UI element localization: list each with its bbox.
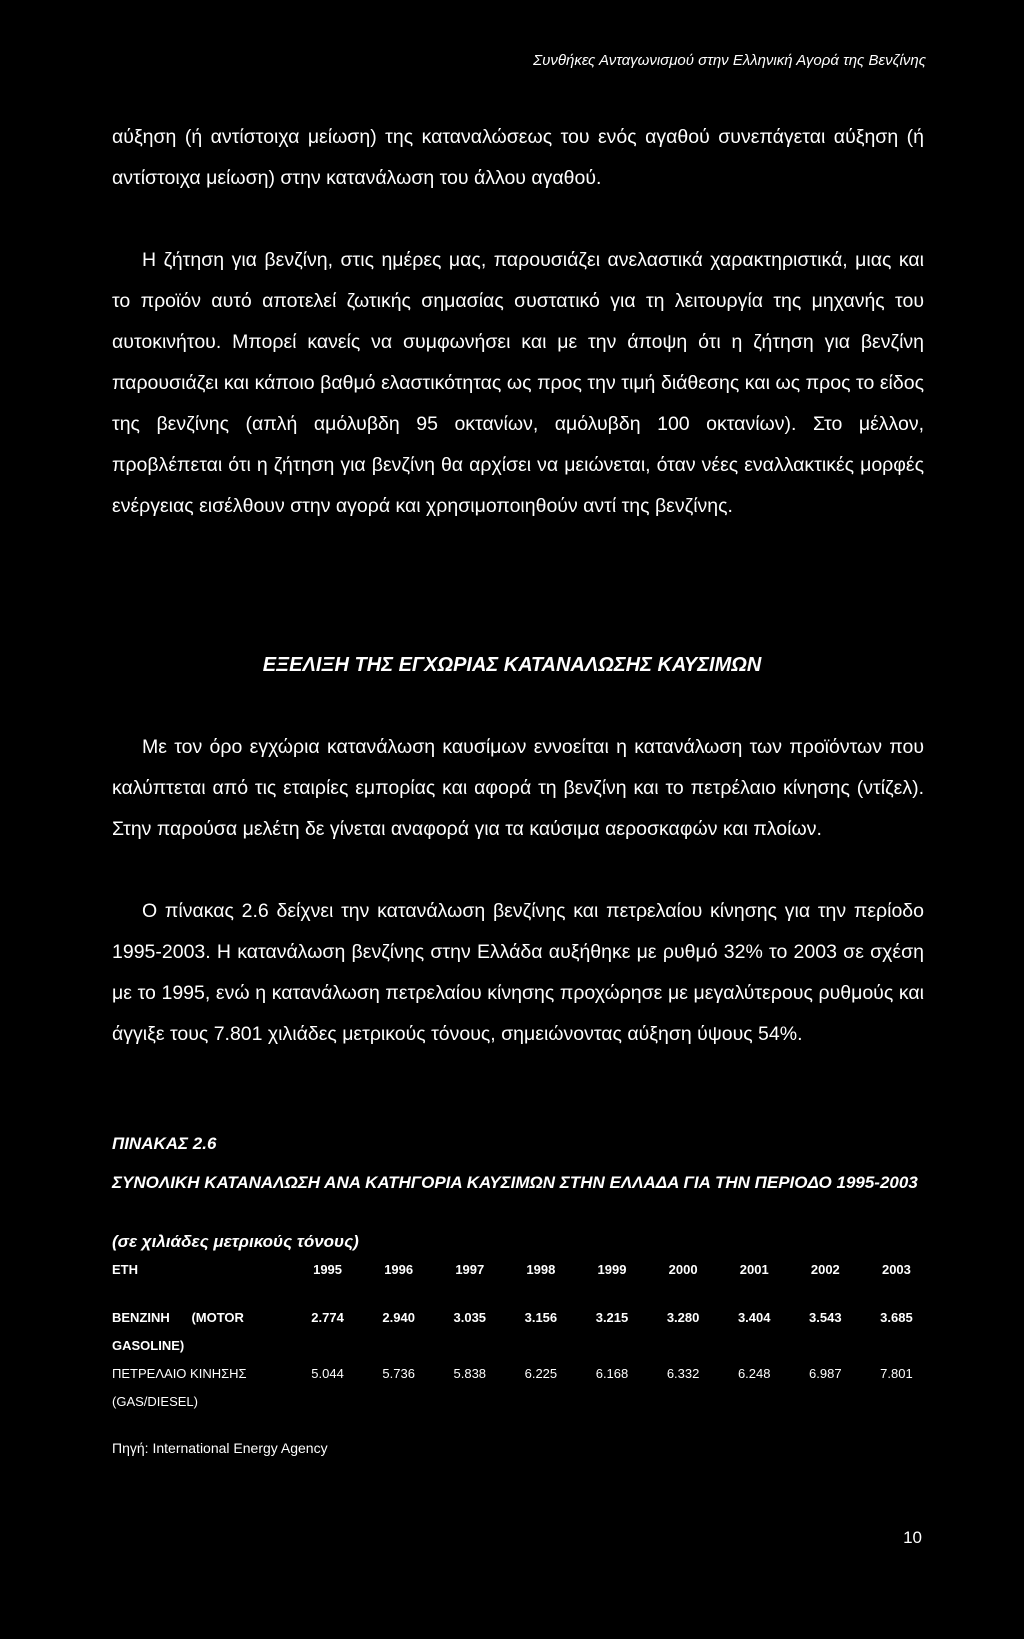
paragraph-4: Ο πίνακας 2.6 δείχνει την κατανάλωση βενζίνης και πετρελαίου κίνησης για την περίοδο 1995-2003. Η κατανάλωση βενζίνης στην Ελλάδα αυξήθηκε με ρυθμό 32% το 2003 σε σχέση με το 1995, ενώ η κατανάλωση πετρελαίου κίνησης προχώρησε με μεγαλύτερους ρυθμούς και άγγιξε τους 7.801 χιλιάδες μετρικούς τόνους, σημειώνοντας αύξηση ύψους 54%. [112, 900, 924, 1045]
row-label-line: ΒΕΝΖΙΝΗ (MOTOR [112, 1310, 244, 1325]
paragraph-1: αύξηση (ή αντίστοιχα μείωση) της καταναλώσεως του ενός αγαθού συνεπάγεται αύξηση (ή αντίστοιχα μείωση) στην κατανάλωση του άλλου αγαθού. [112, 126, 924, 189]
row-label-line: ΠΕΤΡΕΛΑΙΟ ΚΙΝΗΣΗΣ [112, 1366, 247, 1381]
table-header-row [112, 1262, 932, 1304]
year-cell: 2003 [881, 1262, 911, 1277]
year-cell: 2002 [810, 1262, 840, 1277]
row-label [112, 1304, 292, 1360]
table-header-label: ΕΤΗ [112, 1262, 138, 1277]
row-label-line: (GAS/DIESEL) [112, 1394, 198, 1409]
table-title: ΣΥΝΟΛΙΚΗ ΚΑΤΑΝΑΛΩΣΗ ΑΝΑ ΚΑΤΗΓΟΡΙΑ ΚΑΥΣΙΜΩΝ ΣΤΗΝ ΕΛΛΑΔΑ ΓΙΑ ΤΗΝ ΠΕΡΙΟΔΟ 1995-2003 [112, 1173, 918, 1192]
year-cell: 1999 [597, 1262, 627, 1277]
value-cell: 3.215 [595, 1310, 629, 1325]
value-cell: 6.248 [737, 1366, 771, 1381]
table-label: ΠΙΝΑΚΑΣ 2.6 [112, 1134, 217, 1153]
year-cell: 1997 [455, 1262, 485, 1277]
row-label [112, 1360, 292, 1416]
section-heading: ΕΞΕΛΙΞΗ ΤΗΣ ΕΓΧΩΡΙΑΣ ΚΑΤΑΝΑΛΩΣΗΣ ΚΑΥΣΙΜΩΝ [262, 654, 762, 676]
year-cell: 2001 [739, 1262, 769, 1277]
paragraph-3: Με τον όρο εγχώρια κατανάλωση καυσίμων εννοείται η κατανάλωση των προϊόντων που καλύπτεται από τις εταιρίες εμπορίας και αφορά τη βενζίνη και το πετρέλαιο κίνησης (ντίζελ). Στην παρούσα μελέτη δε γίνεται αναφορά για τα καύσιμα αεροσκαφών και πλοίων. [112, 736, 924, 840]
table-row-diesel [112, 1360, 932, 1416]
consumption-table [112, 1262, 932, 1416]
value-cell: 3.404 [737, 1310, 771, 1325]
value-cell: 2.940 [382, 1310, 415, 1325]
year-cell: 1995 [313, 1262, 343, 1277]
value-cell: 5.044 [311, 1366, 344, 1381]
value-cell: 6.225 [524, 1366, 558, 1381]
value-cell: 3.685 [880, 1310, 913, 1325]
value-cell: 3.035 [453, 1310, 487, 1325]
table-unit: (σε χιλιάδες μετρικούς τόνους) [112, 1232, 359, 1251]
value-cell: 5.736 [382, 1366, 415, 1381]
value-cell: 3.280 [666, 1310, 700, 1325]
year-cell: 1996 [384, 1262, 414, 1277]
value-cell: 7.801 [880, 1366, 913, 1381]
value-cell: 6.987 [809, 1366, 842, 1381]
year-cell: 1998 [526, 1262, 556, 1277]
value-cell: 5.838 [453, 1366, 487, 1381]
value-cell: 6.168 [595, 1366, 629, 1381]
value-cell: 3.543 [809, 1310, 842, 1325]
value-cell: 3.156 [524, 1310, 558, 1325]
table-source: Πηγή: International Energy Agency [112, 1440, 328, 1456]
table-row-gasoline [112, 1304, 932, 1360]
page-number: 10 [903, 1528, 922, 1547]
running-header: Συνθήκες Ανταγωνισμού στην Ελληνική Αγορά της Βενζίνης [533, 52, 926, 69]
row-label-line: GASOLINE) [112, 1338, 185, 1353]
paragraph-2: Η ζήτηση για βενζίνη, στις ημέρες μας, παρουσιάζει ανελαστικά χαρακτηριστικά, μιας και το προϊόν αυτό αποτελεί ζωτικής σημασίας συστατικό για τη λειτουργία της μηχανής του αυτοκινήτου. Μπορεί κανείς να συμφωνήσει και με την άποψη ότι η ζήτηση για βενζίνη παρουσιάζει και κάποιο βαθμό ελαστικότητας ως προς την τιμή διάθεσης και ως προς το είδος της βενζίνης (απλή αμόλυβδη 95 οκτανίων, αμόλυβδη 100 οκτανίων). Στο μέλλον, προβλέπεται ότι η ζήτηση για βενζίνη θα αρχίσει να μειώνεται, όταν νέες εναλλακτικές μορφές ενέργειας εισέλθουν στην αγορά και χρησιμοποιηθούν αντί της βενζίνης. [112, 249, 924, 517]
value-cell: 6.332 [666, 1366, 700, 1381]
value-cell: 2.774 [311, 1310, 344, 1325]
year-cell: 2000 [668, 1262, 698, 1277]
